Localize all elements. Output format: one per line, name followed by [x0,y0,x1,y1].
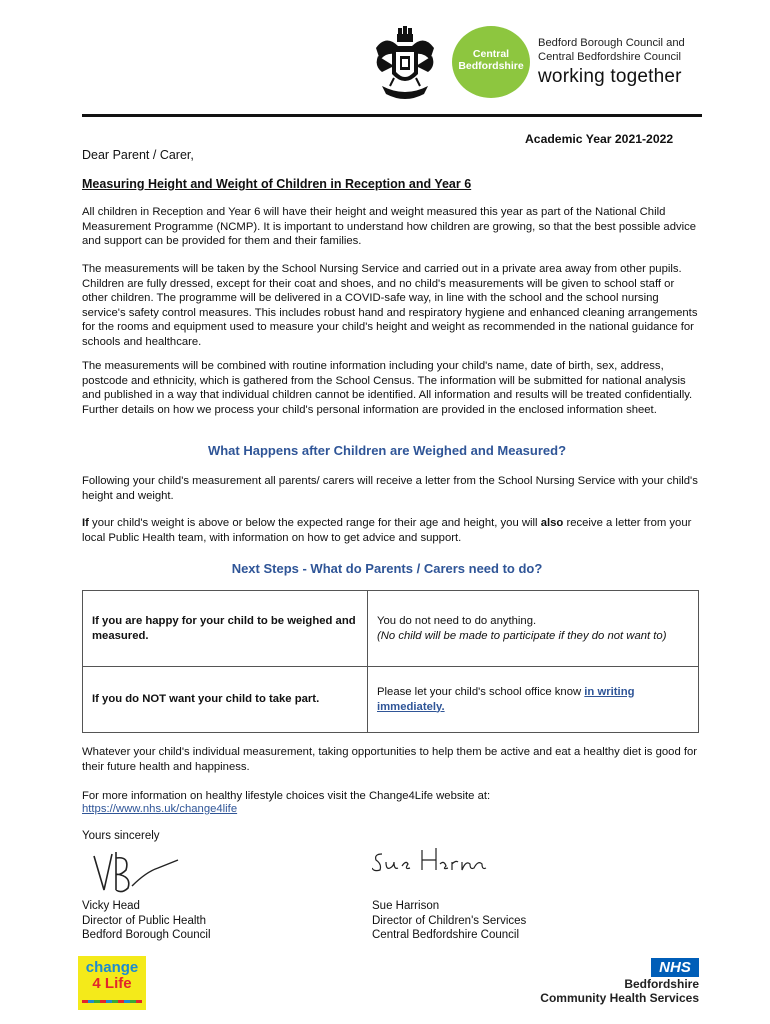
paragraph-information: The measurements will be combined with routine information including your child's name, date of birth, sex, address, postcode and ethnicity, which is gathered from the School Census. The information will be submitted for national analysis and published in a way that individual children cannot be identified. All information and results will be treated confidentially. Further details on how we process your child's personal information are provided in the enclosed information sheet. [82,360,693,416]
also-bold: also [540,517,564,529]
council-names [538,36,685,64]
answer-text: Please let your child's school office know [377,685,585,698]
nhs-line: Community Health Services [540,990,699,1005]
answer-italic-note: (No child will be made to participate if they do not want to) [377,629,667,642]
paragraph-public-health [82,516,702,545]
bedford-crest-icon [372,26,438,104]
council-line: Bedford Borough Council and [538,37,685,49]
paragraph-intro: All children in Reception and Year 6 will have their height and weight measured this year as part of the National Child Measurement Programme (NCMP). It is important to understand how children are growing, so that the best possible advice and support can be provided for them and their families. [82,206,697,248]
heading-next-steps: Next Steps - What do Parents / Carers need to do? [231,561,543,576]
signatory-left [82,899,211,943]
table-row [83,667,699,733]
letter-title: Measuring Height and Weight of Children in Reception and Year 6 [82,177,472,191]
central-logo-line: Bedfordshire [458,60,524,72]
signatory-org: Bedford Borough Council [82,929,211,941]
signatory-name: Vicky Head [82,900,140,912]
signatory-role: Director of Public Health [82,914,206,927]
vicky-head-signature [86,846,186,898]
sue-harrison-signature [372,846,492,876]
central-logo-line: Central [472,48,510,60]
paragraph-healthy-diet: Whatever your child's individual measurement, taking opportunities to help them be active and eat a healthy diet is good for their future health and happiness. [82,746,698,773]
salutation: Dear Parent / Carer, [82,148,194,162]
heading-what-happens: What Happens after Children are Weighed and Measured? [207,443,567,458]
para5-text2: receive a letter from your local Public Health team, with information on how to get advice and support. [82,517,692,544]
signatory-name: Sue Harrison [372,900,440,912]
closing: Yours sincerely [82,830,160,842]
paragraph-results-letter: Following your child's measurement all parents/ carers will receive a letter from the School Nursing Service with your child's height and weight. [82,475,698,502]
council-line: Central Bedfordshire Council [538,51,682,63]
signatory-role: Director of Children's Services [372,914,527,927]
change4life-url-link[interactable]: https://www.nhs.uk/change4life [82,803,238,815]
working-together-tagline: working together [538,66,682,87]
paragraph-more-info: For more information on healthy lifestyle choices visit the Change4Life website at: [82,790,491,802]
table-cell-question: If you do NOT want your child to take part. [83,667,368,733]
change4life-logo [78,956,146,1010]
signatory-org: Central Bedfordshire Council [372,929,520,941]
table-cell-answer [368,667,699,733]
next-steps-table [82,590,699,733]
para5-text1: your child's weight is above or below the expected range for their age and height, you will [88,517,541,529]
table-row [83,591,699,667]
nhs-line: Bedfordshire [624,977,699,991]
table-cell-answer [368,591,699,667]
signatory-right [372,899,526,943]
change4life-stripe [82,1000,142,1003]
table-cell-question: If you are happy for your child to be weighed and measured. [83,591,368,667]
nhs-service-name [520,978,699,1005]
nhs-logo: NHS [651,958,699,977]
in-writing-link[interactable]: in writing immediately. [377,685,635,713]
change4life-line-top: change [85,959,139,976]
header-divider [82,114,702,117]
academic-year: Academic Year 2021-2022 [525,132,674,146]
change4life-line-bottom: 4 Life [92,975,132,992]
paragraph-measurements: The measurements will be taken by the School Nursing Service and carried out in a private area away from other pupils. Children are fully dressed, except for their coat and shoes, and no child's measurements will be given to school staff or other children. The programme will be delivered in a COVID-safe way, in line with the school and the school nursing service's safety control measures. This includes robust hand and respiratory hygiene and enhanced cleaning arrangements for the rooms and equipment used to measure your child's height and weight as recommended in the national guidance for schools and healthcare. [82,263,698,348]
answer-text: You do not need to do anything. [377,614,537,627]
if-bold: If [82,517,89,529]
central-bedfordshire-logo [452,26,530,98]
